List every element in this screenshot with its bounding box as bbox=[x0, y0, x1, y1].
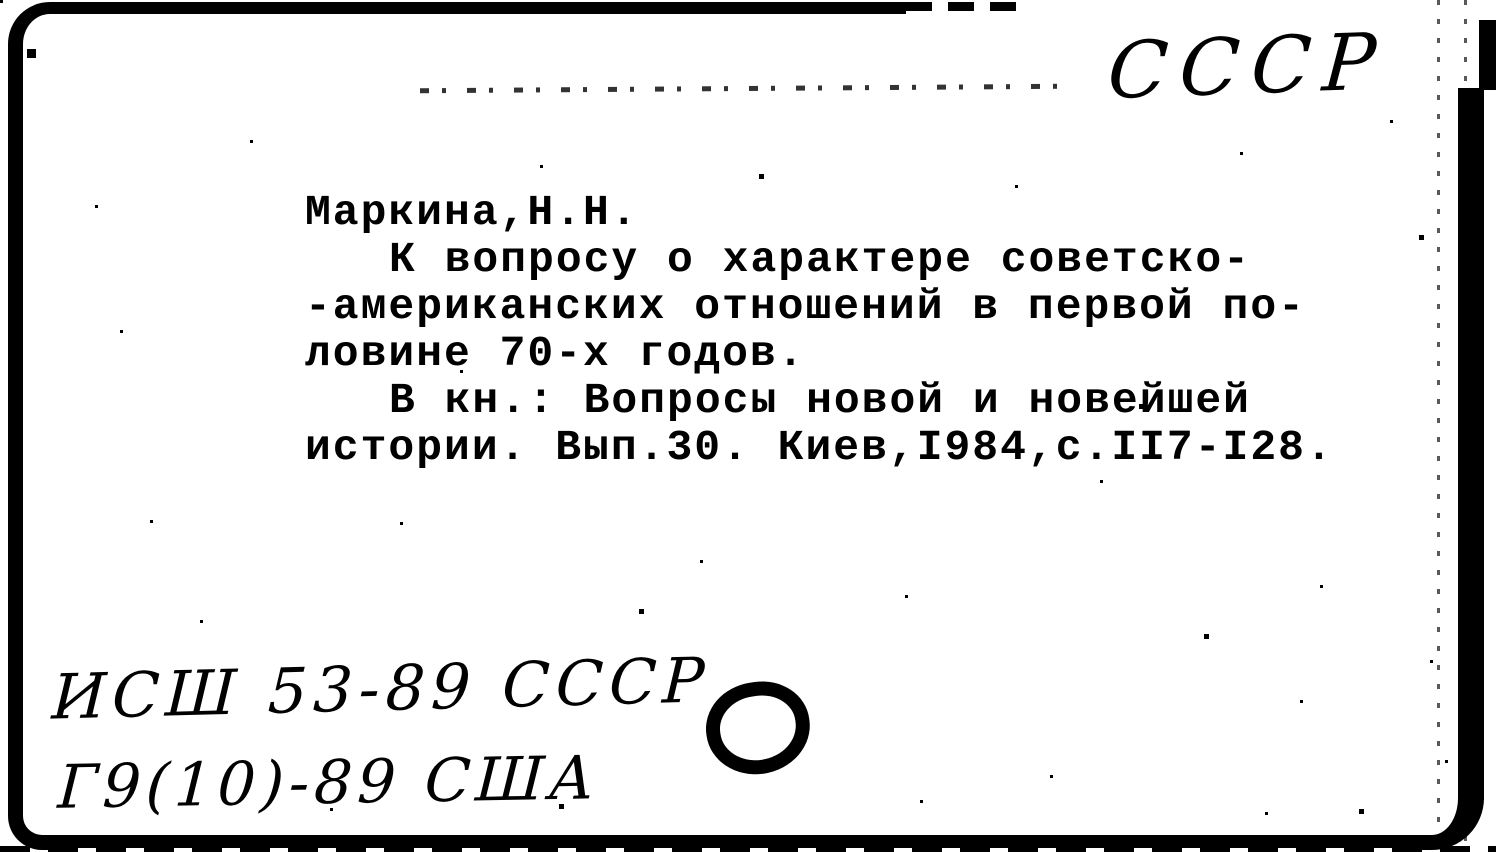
handwritten-call-number-2: Г9(10)-89 США bbox=[56, 743, 602, 823]
card-border-right-tip bbox=[1479, 20, 1496, 90]
card-border-top bbox=[64, 2, 906, 14]
scan-noise-speckles bbox=[0, 0, 3, 3]
source-line: В кн.: Вопросы новой и новейшей bbox=[389, 376, 1251, 425]
card-border-corner-bottom-right bbox=[1400, 786, 1484, 850]
card-border-bottom-dashed bbox=[0, 846, 1496, 852]
card-border-top-dashed bbox=[906, 2, 1018, 11]
handwritten-country-label: СССР bbox=[1104, 16, 1391, 118]
title-line: ловине 70-х годов. bbox=[305, 329, 806, 378]
fold-line-dotted bbox=[1464, 0, 1467, 845]
fold-line-dotted bbox=[1437, 0, 1440, 845]
author-line: Маркина,Н.Н. bbox=[305, 188, 639, 237]
handwritten-call-number-1: ИСШ 53-89 СССР bbox=[50, 643, 712, 734]
card-border-left bbox=[8, 60, 23, 800]
title-line: К вопросу о характере советско- bbox=[389, 235, 1251, 284]
source-line: истории. Вып.30. Киев,I984,с.II7-I28. bbox=[305, 423, 1334, 472]
scan-noise-streak bbox=[420, 84, 1060, 93]
card-border-right bbox=[1458, 88, 1484, 800]
title-line: -американских отношений в первой по- bbox=[305, 282, 1306, 331]
hand-drawn-circle-mark bbox=[700, 675, 816, 781]
bibliographic-entry bbox=[305, 189, 1425, 471]
